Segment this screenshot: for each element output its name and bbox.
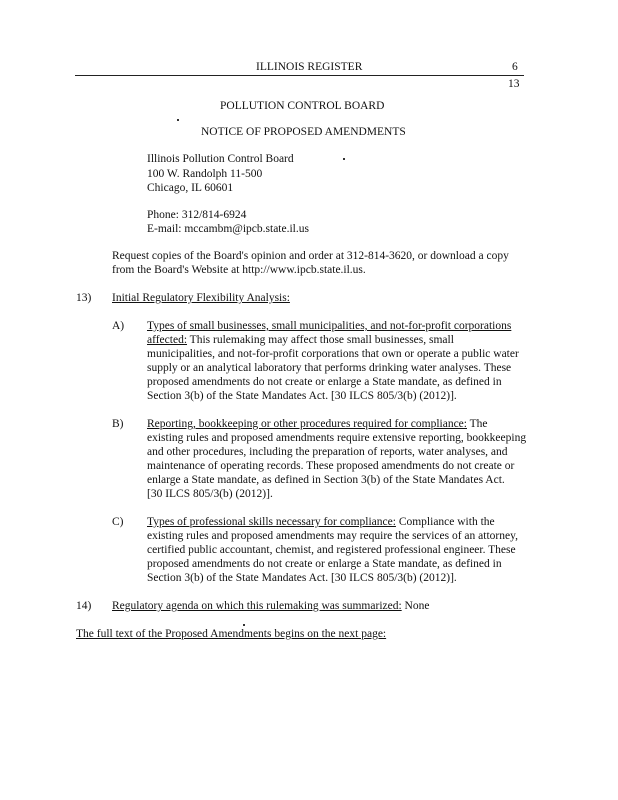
item-a-line-3: municipalities, and not-for-profit corporations that own or operate a public water (147, 348, 519, 360)
section-14-number: 14) (76, 600, 92, 612)
item-c-heading: Types of professional skills necessary for compliance: (147, 516, 396, 528)
full-text-notice: The full text of the Proposed Amendments begins on the next page: (76, 628, 387, 640)
section-14-line (112, 600, 429, 613)
address-street: 100 W. Randolph 11-500 (147, 168, 263, 180)
item-b-line-2: existing rules and proposed amendments require extensive reporting, bookkeeping (147, 432, 527, 444)
item-b-line-4: maintenance of operating records. These proposed amendments do not create or (147, 460, 515, 472)
item-c-label: C) (112, 516, 124, 528)
item-b-label: B) (112, 418, 124, 430)
register-title: ILLINOIS REGISTER (256, 61, 363, 73)
item-b-line-1 (147, 418, 488, 431)
scan-speck (177, 119, 179, 121)
item-c-line-2: existing rules and proposed amendments may require the services of an attorney, (147, 530, 518, 542)
item-c-line-4: proposed amendments do not create or enlarge a State mandate, as defined in (147, 558, 502, 570)
item-a-line-2 (147, 334, 454, 347)
item-b-line-3: and other procedures, including the preparation of reports, water analyses, and (147, 446, 508, 458)
item-b-line-1-rest: The (466, 418, 488, 430)
scan-speck (343, 158, 345, 160)
item-c-line-3: certified public accountant, chemist, and registered professional engineer. These (147, 544, 516, 556)
section-14-rest: None (401, 600, 430, 612)
header-rule (75, 75, 524, 76)
item-a-heading-2: affected: (147, 334, 188, 346)
item-a-heading-1: Types of small businesses, small municipalities, and not-for-profit corporations (147, 320, 512, 332)
line-number: 13 (508, 78, 520, 90)
page-number: 6 (512, 61, 518, 73)
item-b-line-5: enlarge a State mandate, as defined in Section 3(b) of the State Mandates Act. (147, 474, 505, 486)
item-c-line-5: Section 3(b) of the State Mandates Act. [30 ILCS 805/3(b) (2012)]. (147, 572, 457, 584)
address-phone: Phone: 312/814-6924 (147, 209, 247, 221)
item-b-heading: Reporting, bookkeeping or other procedures required for compliance: (147, 418, 467, 430)
item-a-line-5: proposed amendments do not create or enlarge a State mandate, as defined in (147, 376, 502, 388)
item-a-line-4: supply or an analytical laboratory that performs drinking water analyses. These (147, 362, 512, 374)
address-city: Chicago, IL 60601 (147, 182, 234, 194)
request-line-2: from the Board's Website at http://www.ipcb.state.il.us. (112, 264, 366, 276)
section-14-heading: Regulatory agenda on which this rulemaking was summarized: (112, 600, 402, 612)
item-c-line-1-rest: Compliance with the (395, 516, 495, 528)
item-a-label: A) (112, 320, 125, 332)
board-heading: POLLUTION CONTROL BOARD (220, 100, 385, 112)
notice-heading: NOTICE OF PROPOSED AMENDMENTS (201, 126, 406, 138)
request-line-1: Request copies of the Board's opinion and order at 312-814-3620, or download a copy (112, 250, 509, 262)
section-13-number: 13) (76, 292, 92, 304)
item-c-line-1 (147, 516, 495, 529)
address-org: Illinois Pollution Control Board (147, 153, 294, 165)
scan-speck (243, 624, 245, 626)
item-a-line-6: Section 3(b) of the State Mandates Act. [30 ILCS 805/3(b) (2012)]. (147, 390, 457, 402)
address-email: E-mail: mccambm@ipcb.state.il.us (147, 223, 309, 235)
item-a-line-2-rest: This rulemaking may affect those small businesses, small (187, 334, 454, 346)
section-13-heading: Initial Regulatory Flexibility Analysis: (112, 292, 290, 304)
item-b-line-6: [30 ILCS 805/3(b) (2012)]. (147, 488, 273, 500)
